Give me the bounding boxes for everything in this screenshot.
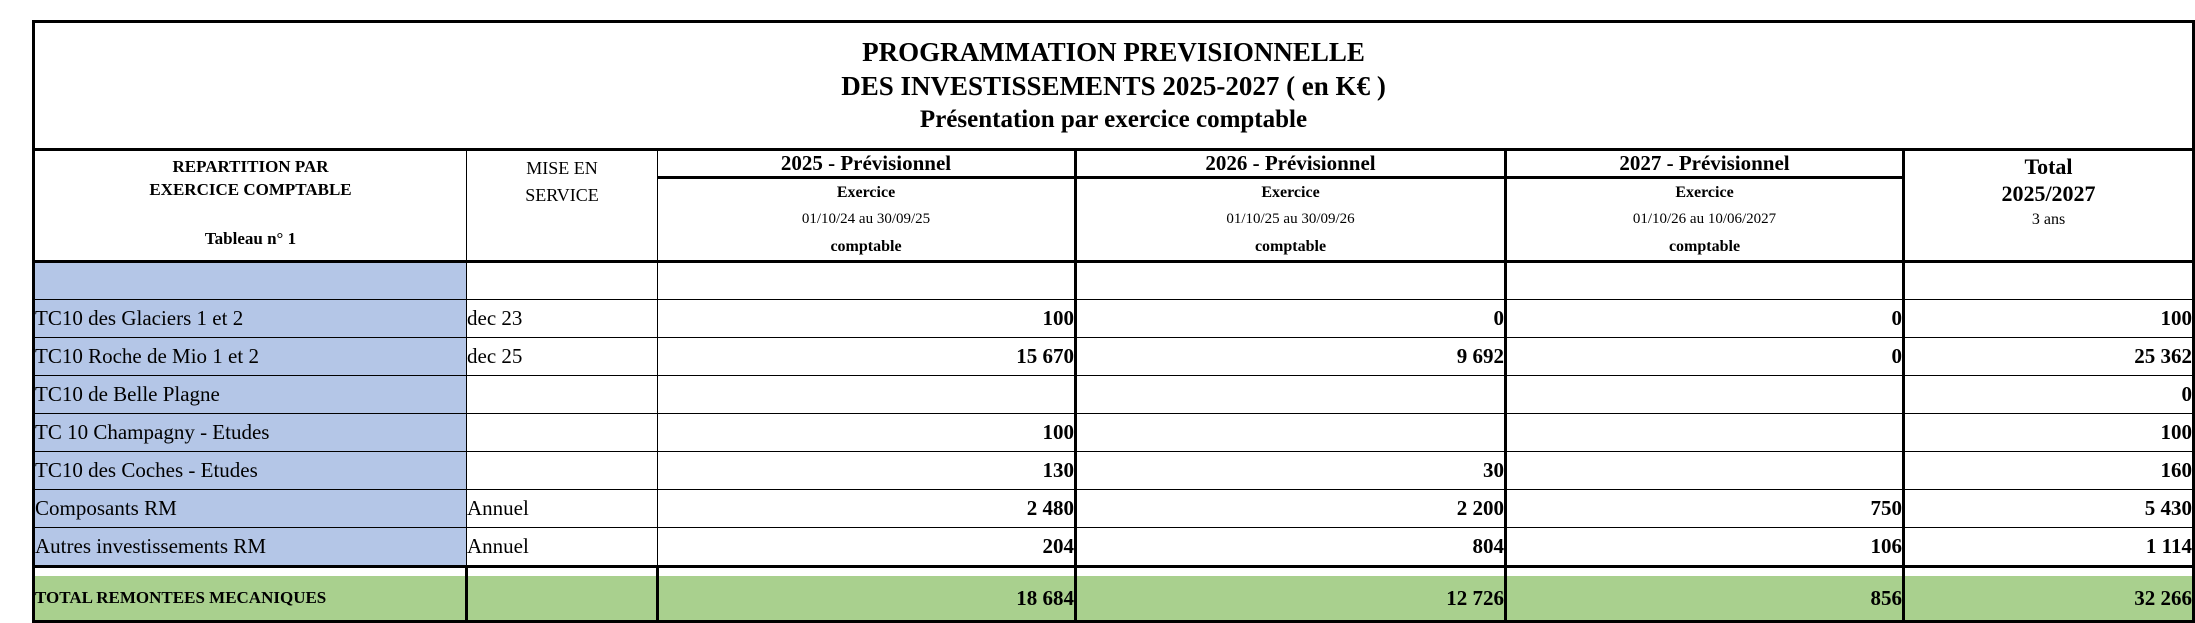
- cell-mise[interactable]: [467, 452, 658, 490]
- table-row: [34, 376, 2194, 414]
- cell-label[interactable]: TC10 des Glaciers 1 et 2: [34, 300, 467, 338]
- title-block: [34, 22, 2194, 150]
- header-year-2026: 2026 - Prévisionnel: [1076, 150, 1506, 178]
- title-row: [34, 22, 2194, 150]
- cell-2027[interactable]: 0: [1506, 300, 1904, 338]
- cell-mise[interactable]: dec 25: [467, 338, 658, 376]
- cell-total[interactable]: 5 430: [1904, 490, 2194, 528]
- table-row: [34, 338, 2194, 376]
- spacer-cell: [467, 567, 658, 577]
- cell-2027[interactable]: 0: [1506, 338, 1904, 376]
- table-row: [34, 300, 2194, 338]
- total-row-total[interactable]: 32 266: [1904, 576, 2194, 622]
- cell-mise[interactable]: dec 23: [467, 300, 658, 338]
- cell-2025[interactable]: 100: [658, 300, 1076, 338]
- exercice-label: Exercice: [1675, 184, 1734, 201]
- total-row-2025[interactable]: 18 684: [658, 576, 1076, 622]
- total-row-2026[interactable]: 12 726: [1076, 576, 1506, 622]
- cell-label[interactable]: Autres investissements RM: [34, 528, 467, 567]
- spacer-cell: [1506, 567, 1904, 577]
- cell-label[interactable]: TC 10 Champagny - Etudes: [34, 414, 467, 452]
- header-mise-line1: MISE EN: [526, 158, 598, 178]
- cell-mise[interactable]: Annuel: [467, 528, 658, 567]
- cell-2025[interactable]: [658, 262, 1076, 300]
- cell-label[interactable]: TC10 de Belle Plagne: [34, 376, 467, 414]
- total-row: [34, 576, 2194, 622]
- header-total-line1: Total: [2024, 154, 2073, 179]
- table-row: [34, 452, 2194, 490]
- spacer-cell: [658, 567, 1076, 577]
- spacer-row: [34, 567, 2194, 577]
- cell-label[interactable]: [34, 262, 467, 300]
- exercice-comptable: comptable: [830, 238, 902, 255]
- exercice-comptable: comptable: [1254, 238, 1327, 255]
- cell-total[interactable]: 0: [1904, 376, 2194, 414]
- cell-total[interactable]: 160: [1904, 452, 2194, 490]
- total-row-label[interactable]: TOTAL REMONTEES MECANIQUES: [34, 576, 467, 622]
- cell-total[interactable]: 100: [1904, 414, 2194, 452]
- investment-table: [32, 20, 2195, 623]
- cell-mise[interactable]: [467, 376, 658, 414]
- title-line-3: Présentation par exercice comptable: [919, 105, 1308, 133]
- table-row: [34, 490, 2194, 528]
- exercice-period: 01/10/26 au 10/06/2027: [1632, 211, 1777, 227]
- cell-label[interactable]: TC10 des Coches - Etudes: [34, 452, 467, 490]
- header-total: [1904, 150, 2194, 262]
- cell-2026[interactable]: [1076, 414, 1506, 452]
- total-row-mise[interactable]: [467, 576, 658, 622]
- spacer-cell: [1076, 567, 1506, 577]
- cell-2026[interactable]: 30: [1076, 452, 1506, 490]
- header-row-years: [34, 150, 2194, 178]
- table-row: [34, 528, 2194, 567]
- exercice-period: 01/10/24 au 30/09/25: [801, 211, 931, 227]
- header-mise-en-service: [467, 150, 658, 262]
- cell-mise[interactable]: [467, 414, 658, 452]
- cell-2027[interactable]: 750: [1506, 490, 1904, 528]
- cell-2025[interactable]: [658, 376, 1076, 414]
- cell-label[interactable]: TC10 Roche de Mio 1 et 2: [34, 338, 467, 376]
- spacer-cell: [34, 567, 467, 577]
- cell-total[interactable]: 25 362: [1904, 338, 2194, 376]
- cell-total[interactable]: [1904, 262, 2194, 300]
- cell-2026[interactable]: 804: [1076, 528, 1506, 567]
- cell-2026[interactable]: 9 692: [1076, 338, 1506, 376]
- header-total-line2: 2025/2027: [2001, 181, 2096, 206]
- header-repartition-line2: EXERCICE COMPTABLE: [149, 180, 352, 199]
- header-tableau: Tableau n° 1: [204, 229, 297, 248]
- cell-total[interactable]: 1 114: [1904, 528, 2194, 567]
- table-row-empty: [34, 262, 2194, 300]
- header-mise-line2: SERVICE: [525, 185, 599, 205]
- spacer-cell: [1904, 567, 2194, 577]
- cell-2027[interactable]: 106: [1506, 528, 1904, 567]
- total-row-2027[interactable]: 856: [1506, 576, 1904, 622]
- cell-2027[interactable]: [1506, 262, 1904, 300]
- cell-label[interactable]: Composants RM: [34, 490, 467, 528]
- cell-2026[interactable]: [1076, 376, 1506, 414]
- title-line-2: DES INVESTISSEMENTS 2025-2027 ( en K€ ): [841, 70, 1386, 101]
- header-year-2027: 2027 - Prévisionnel: [1506, 150, 1904, 178]
- header-year-2025: 2025 - Prévisionnel: [658, 150, 1076, 178]
- cell-2025[interactable]: 100: [658, 414, 1076, 452]
- header-exercice-2025: [658, 178, 1076, 262]
- header-repartition: [34, 150, 467, 262]
- cell-2025[interactable]: 2 480: [658, 490, 1076, 528]
- title-line-1: PROGRAMMATION PREVISIONNELLE: [862, 36, 1365, 67]
- exercice-comptable: comptable: [1668, 238, 1741, 255]
- cell-2027[interactable]: [1506, 414, 1904, 452]
- cell-2026[interactable]: [1076, 262, 1506, 300]
- cell-total[interactable]: 100: [1904, 300, 2194, 338]
- cell-2026[interactable]: 0: [1076, 300, 1506, 338]
- exercice-period: 01/10/25 au 30/09/26: [1226, 211, 1355, 227]
- exercice-label: Exercice: [836, 184, 896, 201]
- cell-mise[interactable]: Annuel: [467, 490, 658, 528]
- cell-2027[interactable]: [1506, 452, 1904, 490]
- header-exercice-2026: [1076, 178, 1506, 262]
- cell-2027[interactable]: [1506, 376, 1904, 414]
- cell-2025[interactable]: 130: [658, 452, 1076, 490]
- header-repartition-line1: REPARTITION PAR: [172, 157, 329, 176]
- cell-2025[interactable]: 204: [658, 528, 1076, 567]
- header-exercice-2027: [1506, 178, 1904, 262]
- table-row: [34, 414, 2194, 452]
- exercice-label: Exercice: [1261, 184, 1320, 201]
- header-total-line3: 3 ans: [2031, 211, 2066, 228]
- cell-2025[interactable]: 15 670: [658, 338, 1076, 376]
- cell-mise[interactable]: [467, 262, 658, 300]
- spreadsheet-sheet: [32, 20, 2193, 623]
- cell-2026[interactable]: 2 200: [1076, 490, 1506, 528]
